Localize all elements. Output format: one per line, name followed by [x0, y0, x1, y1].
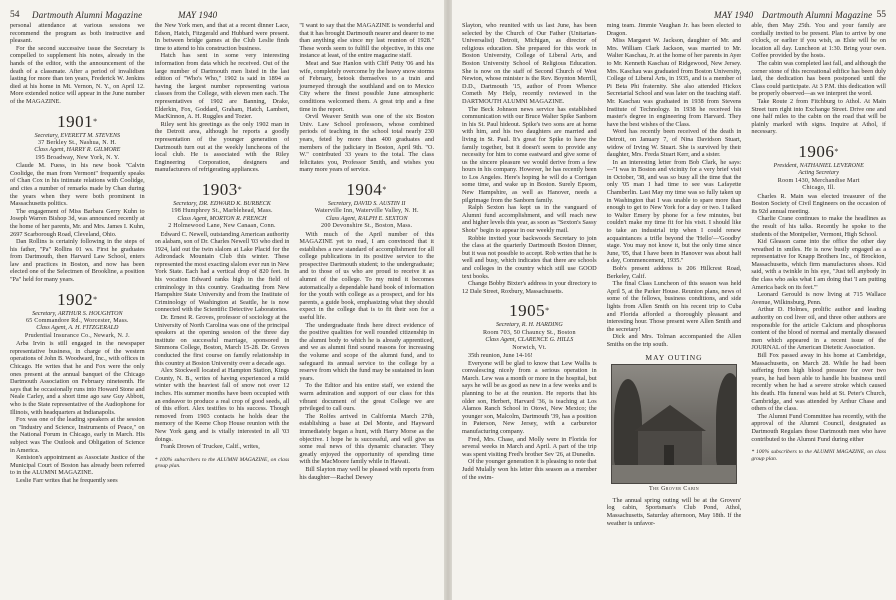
class-city: Chicago, Ill. — [802, 185, 836, 192]
class-address: 65 Commandore Rd., Worcester, Mass. — [26, 318, 129, 325]
class-year-heading: 1902* — [57, 289, 98, 309]
paragraph: With much of the April number of this MAGAZINE yet to read, I am convinced that it establishes a new standard of accomplishment for all college publications in its positive service to the prospective Dartmouth student; to the undergraduate; and to those of us who are proud to receive it as alumni of the college. To my mind it becomes automatically a dependable hand book of information for the youth with college as a prospect, and for his parents, a guide book, emphasizing what they should expect in the college that is to fit their son for a useful life. — [299, 230, 435, 322]
column-3 — [751, 22, 886, 600]
section-heading: MAY OUTING — [645, 352, 703, 362]
column-3 — [299, 22, 434, 600]
paragraph: Leonard Gerould is now living at 715 Wallace Avenue, Wilkinsburg, Penn. — [751, 291, 887, 306]
class-agent-address: 195 Broadway, New York, N. Y. — [35, 154, 120, 161]
paragraph: Fred, Mrs. Chase, and Molly were in Florida for several weeks in March and April. A part of the trip was spent visiting Fred's brother Sev '26, at Dunedin. — [462, 435, 597, 458]
left-page — [0, 0, 444, 600]
paragraph: The Beck Johnson news service has established communication with our Bruce Walter Spike Sanborn in his St. Paul hideout. Spike's two sons are at home with him, and his two daughters are married and living in St. Paul. It's great for Spike to have the family together, but it doesn't seem to provide any necessity for him to come eastward and give some of us the sincere pleasure we would derive from a few hours in his company. However, he has recently been to Los Angeles. Here's hoping he will do a Corrigan some time, and wake up in Boston. Surely Epsom, New Hampshire, as well as Hanover, needs a pilgrimage from the Sanborn family. — [462, 105, 597, 204]
class-agent-address: Norwich, Vt. — [512, 344, 547, 351]
paragraph: "I want to say that the MAGAZINE is wonderful and that it has brought Dartmouth nearer and dearer to me than anything else since my last reunion of 1928." These words seem to fulfill the objective, in this one instance at least, of the entire magazine staff. — [299, 22, 435, 60]
header-title: Dartmouth Alumni Magazine — [32, 10, 143, 20]
paragraph: ming team. Jimmie Vaughan Jr. has been elected to Dragon. — [606, 22, 742, 37]
paragraph: The Rolfes arrived in California March 27th, establishing a base at Del Monte, and Hayward immediately began a hunt, with Harry Morse as the objective. I hope he is successful, and will give us some real news of this dynamic character. They greatly enjoyed the opportunity of spending time with the MacMoore family while in Hawaii. — [299, 412, 435, 466]
paragraph: Bill Slayton may well be pleased with reports from his daughter—Rachel Dewey — [299, 465, 435, 481]
footnote: * 100% subscribers to the ALUMNI MAGAZINE, on class group plan. — [751, 449, 887, 462]
class-agent-address: Prudential Insurance Co., Newark, N. J. — [24, 332, 130, 339]
paragraph: The final Class Luncheon of this season was held April 5, at the Parker House. Reunion plans, news of some of the fellows, business conditions, and side lights from Allen Smith on his recent trip to Cuba and Florida afforded a thoroughly pleasant and interesting hour. Those present were Allen Smith and the secretary! — [606, 280, 742, 333]
class-agent: Class Agent, CLARENCE G. HILLS — [485, 337, 574, 344]
paragraph: Claude M. Fuess, in his new book "Calvin Coolidge, the man from Vermont" frequently speaks of Chan Cox in his intimate relations with Coolidge, and cites a number of remarks made by Chan during the years when they were both prominent in Massachusetts politics. — [10, 162, 145, 208]
paragraph: the New York men, and that at a recent dinner Lace, Edson, Hatch, Fitzgerald and Hubbard were present. In between bridge games at the Club Leslie finds time to attend to his construction business. — [154, 22, 290, 52]
binding-gutter — [444, 0, 452, 600]
paragraph: Keniston's appointment as Associate Justice of the Municipal Court of Boston has already been referred to in the ALUMNI MAGAZINE. — [10, 454, 145, 477]
class-secretary: Secretary, R. H. HARDING — [495, 322, 563, 329]
paragraph: The engagement of Miss Barbara Gerry Kuhn to Joseph Warren Bishop 3d, was announced recently at the home of her parents, Mr. and Mrs. James I. Kuhn, 2697 Scarborough Road, Cleveland, Ohio. — [10, 207, 145, 238]
footnote: * 100% subscribers to the ALUMNI MAGAZINE, on class group plan. — [154, 456, 290, 470]
paragraph: Word has recently been received of the death in Detroit, on January 7, of Nina Davidson Stuart, widow of Irving W. Stuart. She is survived by their daughter, Mrs. Freda Stuart Kerr, and a sister. — [606, 128, 742, 159]
class-agent: Class Agent, HARRY R. GILMORE — [34, 147, 121, 154]
paragraph: In an interesting letter from Bob Clark, he says:—"I was in Boston and vicinity for a very brief visit in October, '38, and was so busy all the time that the only '05 man I had time to see was Lafayette Chamberlin. Last May my time was so fully taken up in Washington that I was unable to spare more than enough to get to New York for a day or two. I talked to Walter Emery by phone for a few minutes, but couldn't make my time fit for his visit. I should like to take an industrial trip when I could renew acquaintances a trifle beyond the 'Hello'—'Goodby' stage. You may not know it, but the only time since June, '05, that I have been in Hanover was about half a day, Commencement, 1935." — [606, 158, 742, 265]
paragraph: Change Bobby Bixter's address in your directory to 12 Dale Street, Roxbury, Massachusetts. — [462, 280, 597, 295]
photo-caption: The Grover Cabin — [648, 486, 700, 493]
paragraph: Hatch has sent in some very interesting information from data which he received. Out of the large number of Dartmouth men listed in the last edition of "Who's Who," 1902 is said in 1894 as having the largest number representing various classes from the College, with eleven men each. The representatives of 1902 are Banning, Drake, Elderkin, Fox, Goddard, Graham, Hatch, Lambert, MacKinnon, A. H. Ruggles and Tozier. — [154, 52, 290, 121]
paragraph: Dr. Ernest R. Groves, professor of sociology at the University of North Carolina was one of the principal speakers at the opening session of the three day institute on successful marriage, sponsored in Simmons College, Boston, March 15-28. Dr. Groves conducted the first course on family relationship in this country at Boston University over a decade ago. — [154, 314, 290, 367]
paragraph: Dan Rollins is certainly following in the steps of his father, "Pa" Rollins 01 ws. First he graduates from Dartmouth, then Harvard Law School, enters law and practices in Boston, and now has been elected one of the Selectmen of Brookline, a position "Pa" held for many years. — [10, 238, 145, 284]
class-year-heading: 1901* — [57, 111, 98, 131]
paragraph: Kid Gleason came into the office the other day wreathed in smiles. He is now busily engaged as a representative for Knapp Brothers Inc., of Brockton, Massachusetts, which firm manufactures shoes. Kid said, with a twinkle in his eye, "Just tell anybody in the class who asks what I am doing that 'I am putting America back on its feet.'" — [751, 238, 887, 291]
paragraph: Charles R. Main was elected treasurer of the Boston Society of Civil Engineers on the occasion of its 92d annual meeting. — [751, 192, 887, 215]
paragraph: Fox was one of the leading speakers at the session on "Industry and Science, Instruments of Peace," on the National Forum in Chicago, early in March. His subject was The Outlook and Obligation of Science in America. — [10, 416, 145, 454]
paragraph: For the second successive issue the Secretary is compelled to supplement his notes, already in the hands of the editor, with the announcement of the death of a classmate. After a period of invalidism lasting for more than ten years, Frederick W. Jenkins died at his home in Mt. Vernon, N. Y., on April 12. More extended notice will appear in the June number of the MAGAZINE. — [10, 44, 145, 105]
class-agent-address: 2 Holmewood Lane, New Canaan, Conn. — [168, 223, 276, 230]
class-address: 198 Humphrey St., Marblehead, Mass. — [171, 208, 273, 215]
header-title: Dartmouth Alumni Magazine — [762, 10, 873, 20]
paragraph: To the Editor and his entire staff, we extend the warm admiration and support of our class for this vibrant document of the great College we are privileged to call ours. — [299, 382, 435, 413]
class-address: Room 1430, Merchandise Mart — [777, 177, 860, 184]
paragraph: Frank Drown of Truckee, Calif., writes, — [160, 443, 260, 451]
paragraph: The annual spring outing will be at the Grovers' log cabin, Sportsman's Club Pond, Athol, Massachusetts, Saturday afternoon, May 18th. If the weather is unfavor- — [606, 496, 742, 527]
class-secretary: Secretary, ARTHUR S. HOUGHTON — [32, 310, 123, 317]
paragraph: Ralph Sexton has kept us in the vanguard of Alumni fund accomplishment, and will reach new and higher levels this year, as soon as "Sexton's Sassy Shots" begin to appear in our weekly mail. — [462, 204, 597, 235]
column-2 — [607, 22, 742, 600]
class-agent: Class Agent, RALPH E. SEXTON — [325, 215, 408, 222]
paragraph: Of the younger generation it is pleasing to note that Judd Mulally won his letter this season as a member of the swim- — [462, 458, 597, 481]
class-address: Waterville Inn, Waterville Valley, N. H. — [314, 208, 419, 215]
paragraph: Dick and Mrs. Tolman accompanied the Allen Smiths on the trip south. — [606, 333, 742, 348]
paragraph: Leslie Farr writes that he frequently sees — [16, 476, 118, 484]
paragraph: Bill Fox passed away in his home at Cambridge, Massachusetts, on March 28. While he had been suffering from high blood pressure for over two years, he had been able to handle his business until recently when he had a severe stroke which caused his death. His funeral was held at St. Peter's Church, Cambridge, and was attended by Arthur Chase and others of the class. — [751, 352, 887, 413]
page-number: 55 — [876, 10, 886, 20]
page-number: 54 — [10, 10, 20, 20]
paragraph: Slayton, who reunited with us last June, has been selected by the Church of Our Father (Unitarian-Universalist) Detroit, Michigan, as director of religious education. She prepared for this work in Boston University, College of Liberal Arts, and Boston University School of Religious Education. She is now on the staff of Second Church of West Newton, whose minister is the Rev. Boynton Merrill, D.D., Dartmouth '15, author of From Whence Cometh My Help, recently reviewed in the DARTMOUTH ALUMNI MAGAZINE. — [462, 22, 597, 105]
paragraph: The undergraduate finds here direct evidence of the positive qualities for well rounded citizenship in the alumni body to which he is already apprenticed, and we as alumni find sound reasons for increasing the volume and scope of the alumni fund, and to safeguard its annual service to the college by a reserve from which the fund may be sustained in lean years. — [299, 321, 435, 382]
class-agent-address: 200 Devonshire St., Boston, Mass. — [321, 223, 413, 230]
paragraph: Riley sent his greetings as the only 1902 man in the Detroit area, although he reports a goodly representation of the younger generation of Dartmouth turn out at the weekly luncheons of the local club. He is associated with the Riley Engineering Corporation, designers and manufacturers of refrigerating appliances. — [154, 120, 290, 174]
column-1 — [10, 22, 145, 600]
header-date: MAY 1940 — [178, 10, 218, 20]
paragraph: Meat and Sue Hanlon with Cliff Petty '06 and his wife, completely overcome by the heavy snow storms of February, betook themselves to a train and journeyed through the southland and on to Mexico City where the finest possible June atmospheric conditions welcomed them. A great trip and a fine time in the report. — [299, 59, 435, 113]
paragraph: Alex Stockwell located at Hampton Station, Kings County, N. B., writes of having experienced a mild winter with the heaviest fall of snow not over 12 inches. His summer months have been occupied with an endeavor to produce a real crop of good seeds, all of this effort. Alex testifies to his success. Though removed from 1903 contacts he holds dear the memory of the Keene Chop House reunion with the New York gang and is vitally interested in all '03 doings. — [154, 367, 290, 443]
paragraph: Take Route 2 from Fitchburg to Athol. At Main Street turn right into Exchange Street. Drive one and one half miles to the cabin on the road that will be plainly marked with signs. Inquire at Athol, if necessary. — [751, 97, 887, 136]
paragraph: able, then May 25th. You and your family are cordially invited to be present. Plan to arrive by one o'clock, or earlier if you wish, as Elsie will be on location all day. Luncheon at 1:30. Bring your own. Coffee provided by the hosts. — [751, 22, 887, 60]
class-address: Room 703, 50 Chauncy St., Boston — [482, 329, 576, 336]
right-page — [452, 0, 896, 600]
class-secretary: Secretary, EVERETT M. STEVENS — [34, 132, 121, 139]
paragraph: The Alumni Fund Committee has recently, with the approval of the Alumni Council, designated as Dartmouth Regulars those Dartmouth men who have contributed to the Alumni Fund during either — [751, 412, 887, 443]
paragraph: The cabin was completed last fall, and although the corner stone of this recreational edifice has been duly laid, the dedication has been postponed until the Class could participate. At 3 P.M. this dedication will be properly observed—as we interpret the word. — [751, 59, 887, 98]
paragraph: Miss Margaret W. Jackson, daughter of Mr. and Mrs. William Clark Jackson, was married to Mr. Walter Kaschau, Jr. at the home of her parents in Ayer to Mr. Kenneth Kaschau of Ridgewood, New Jersey. Mrs. Kaschau was graduated from Boston University, College of Liberal Arts, in 1935, and is a member of Pi Beta Phi fraternity. She also attended Hickox Secretarial School and was later on the teaching staff. Mr. Kaschau was graduated in 1938 from Stevens Institute of Technology. In 1938 he received his master's degree in engineering from Harvard. They have the best wishes of the Class. — [606, 37, 742, 128]
class-secretary: Secretary, DAVID S. AUSTIN II — [327, 200, 406, 207]
class-agent: Class Agent, A. H. FITZGERALD — [36, 325, 119, 332]
class-secretary: Secretary, DR. EDWARD K. BURBECK — [173, 200, 271, 207]
class-year-heading: 1906* — [798, 141, 839, 161]
class-agent: Class Agent, MORTON R. FRENCH — [177, 215, 267, 222]
cabin-photo — [611, 364, 738, 484]
paragraph: Bob's present address is 206 Hillcrest Road, Berkeley, Calif. — [606, 265, 742, 280]
paragraph: Charlie Crane continues to make the headlines as the result of his talks. Recently he spoke to the students of the Montpelier, Vermont, High School. — [751, 215, 887, 238]
paragraph: personal attendance at various sessions we recommend the program as both instructive and pleasant. — [10, 22, 145, 45]
class-year-heading: 1904* — [346, 179, 387, 199]
paragraph: Arthur D. Holmes, prolific author and leading authority on cod liver oil, and three other authors are responsible for the article Calcium and phosphorus content of the blood of normal and mentally diseased men which appeared in a recent issue of the JOURNAL of the American Dietetic Association. — [751, 306, 887, 352]
paragraph: Edward C. Newell, outstanding American authority on alabam, son of Dr. Charles Newell '03 who died in 1924, laid out the twin slalom at Lake Placid for the Adirondack Mountain Club this winter. These represented the most exacting slalom ever run in New York State. Each had a vertical drop of 820 feet. In his vocation Edward ranks high in the field of criminology in this country. Graduating from New Hampshire State University and from the Institute of Criminology of Washington at Seattle, he is now connected with the Scientific Detective Laboratories. — [154, 230, 290, 314]
column-1 — [462, 22, 597, 600]
column-2 — [155, 22, 290, 600]
class-address: 37 Berkley St., Nashua, N. H. — [38, 139, 117, 146]
acting-secretary: Acting Secretary — [798, 170, 839, 177]
paragraph: Arba Irvin is still engaged in the newspaper representative business, in charge of the western operations of John B. Woodward, Inc., with offices in Chicago. He writes that he and Fox were the only ones present at the annual banquet of the Chicago Dartmouth Association on February nineteenth. He says that he occasionally runs into Howard Stone and Neale Carley, and a short time ago saw Guy Abbott, who is the State representative of the Audiophone for Illinois, with headquarters at Indianapolis. — [10, 340, 145, 416]
class-president: President, NATHANIEL LEVERONE — [773, 162, 864, 169]
paragraph: 35th reunion, June 14-16! — [468, 352, 533, 359]
paragraph: Everyone will be glad to know that Lew Wallis is convalescing nicely from a serious operation in March. Lew was a month or more in the hospital, but says he will be as good as new in a few weeks and is planning to be at the reunion. He reports that his older son, Herbert, Harvard '36, is teaching at Los Alamos Ranch School in Otowi, New Mexico; the younger son, Malcolm, Dartmouth '39, has a position in Paterson, New Jersey, with a carburetor manufacturing company. — [462, 359, 597, 435]
header-date: MAY 1940 — [714, 10, 754, 20]
class-year-heading: 1903* — [201, 179, 243, 199]
paragraph: Robbie invited your backwoods Secretary to join the class at the quarterly Dartmouth Boston Dinner, but it was not possible to accept. Rob writes that he is well and busy, which indicates that there are schools and colleges in the country which still use GOOD text books. — [462, 234, 597, 280]
paragraph: Orvil Weaver Smith was one of the six Boston Univ. Law School professors, whose combined periods of teaching in the school total nearly 230 years, feted by more than 400 graduates and members of the judiciary in Boston, April 9th. "O. W." contributed 33 years to the total. The class felicitates you, Professor Smith, and wishes you many more years of service. — [299, 113, 435, 174]
class-year-heading: 1905* — [509, 301, 550, 321]
